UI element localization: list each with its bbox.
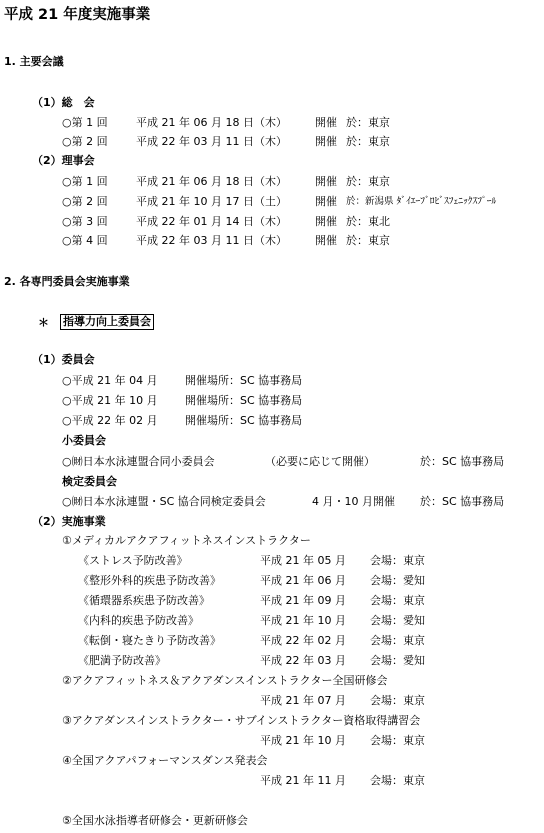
project-date: 平成 21 年 11 月 — [260, 774, 346, 787]
committee-date: ○平成 21 年 04 月 — [62, 374, 158, 387]
course-date: 平成 21 年 06 月 — [260, 574, 346, 587]
course-venue: 会場：東京 — [370, 634, 425, 647]
subcommittee-name: ○㈶日本水泳連盟合同小委員会 — [62, 455, 215, 468]
subsection-label: （2）理事会 — [32, 154, 95, 167]
committee-place: 開催場所：SC 協事務局 — [185, 394, 303, 407]
subcommittee-note: （必要に応じて開催） — [265, 455, 375, 468]
meeting-action: 開催 — [315, 195, 337, 208]
meeting-number: ○第 3 回 — [62, 215, 108, 228]
project-date: 平成 21 年 10 月 — [260, 734, 346, 747]
meeting-number: ○第 2 回 — [62, 135, 108, 148]
certification-place: 於：SC 協事務局 — [420, 495, 505, 508]
meeting-action: 開催 — [315, 135, 337, 148]
course-name: 《整形外科的疾患予防改善》 — [78, 574, 221, 587]
course-date: 平成 21 年 09 月 — [260, 594, 346, 607]
project-title: ④全国アクアパフォーマンスダンス発表会 — [62, 754, 268, 767]
subsection-label: （1）委員会 — [32, 353, 95, 366]
project-venue: 会場：東京 — [370, 774, 425, 787]
meeting-date: 平成 22 年 03 月 11 日（木） — [136, 234, 287, 247]
project-venue: 会場：東京 — [370, 694, 425, 707]
meeting-place: 於：東京 — [346, 116, 390, 129]
meeting-date: 平成 21 年 06 月 18 日（木） — [136, 116, 287, 129]
course-name: 《肥満予防改善》 — [78, 654, 166, 667]
course-date: 平成 22 年 03 月 — [260, 654, 346, 667]
meeting-place: 於：東京 — [346, 175, 390, 188]
course-date: 平成 22 年 02 月 — [260, 634, 346, 647]
meeting-place: 於：東京 — [346, 234, 390, 247]
meeting-action: 開催 — [315, 215, 337, 228]
meeting-date: 平成 21 年 10 月 17 日（土） — [136, 195, 287, 208]
project-title: ③アクアダンスインストラクター・サブインストラクター資格取得講習会 — [62, 714, 421, 727]
project-title: ⑤全国水泳指導者研修会・更新研修会 — [62, 814, 248, 827]
meeting-date: 平成 22 年 03 月 11 日（木） — [136, 135, 287, 148]
page-title: 平成 21 年度実施事業 — [4, 7, 151, 23]
section-heading: 1. 主要会議 — [4, 55, 64, 68]
subcommittee-place: 於：SC 協事務局 — [420, 455, 505, 468]
committee-place: 開催場所：SC 協事務局 — [185, 414, 303, 427]
certification-label: 検定委員会 — [62, 475, 117, 488]
course-venue: 会場：愛知 — [370, 654, 425, 667]
subsection-label: （2）実施事業 — [32, 515, 106, 528]
certification-name: ○㈶日本水泳連盟・SC 協合同検定委員会 — [62, 495, 266, 508]
project-date: 平成 21 年 07 月 — [260, 694, 346, 707]
committee-date: ○平成 22 年 02 月 — [62, 414, 158, 427]
meeting-date: 平成 21 年 06 月 18 日（木） — [136, 175, 287, 188]
meeting-action: 開催 — [315, 116, 337, 129]
course-venue: 会場：愛知 — [370, 574, 425, 587]
meeting-number: ○第 4 回 — [62, 234, 108, 247]
course-date: 平成 21 年 05 月 — [260, 554, 346, 567]
meeting-place: 於：東北 — [346, 215, 390, 228]
committee-place: 開催場所：SC 協事務局 — [185, 374, 303, 387]
course-venue: 会場：東京 — [370, 554, 425, 567]
course-name: 《内科的疾患予防改善》 — [78, 614, 199, 627]
course-name: 《循環器系疾患予防改善》 — [78, 594, 210, 607]
bullet-asterisk: ＊ — [38, 316, 49, 329]
meeting-action: 開催 — [315, 175, 337, 188]
meeting-date: 平成 22 年 01 月 14 日（木） — [136, 215, 287, 228]
course-venue: 会場：愛知 — [370, 614, 425, 627]
meeting-place: 於：東京 — [346, 135, 390, 148]
course-date: 平成 21 年 10 月 — [260, 614, 346, 627]
project-title: ②アクアフィットネス＆アクアダンスインストラクター全国研修会 — [62, 674, 388, 687]
project-venue: 会場：東京 — [370, 734, 425, 747]
course-name: 《ストレス予防改善》 — [78, 554, 188, 567]
section-heading: 2. 各専門委員会実施事業 — [4, 275, 130, 288]
meeting-number: ○第 2 回 — [62, 195, 108, 208]
meeting-place: 於：新潟県 ﾀﾞｲｴｰﾌﾞﾛﾋﾞｽﾌｪﾆｯｸｽﾌﾟｰﾙ — [346, 196, 497, 207]
project-title: ①メディカルアクアフィットネスインストラクター — [62, 534, 311, 547]
subcommittee-label: 小委員会 — [62, 434, 106, 447]
meeting-number: ○第 1 回 — [62, 116, 108, 129]
subsection-label: （1）総 会 — [32, 96, 95, 109]
meeting-action: 開催 — [315, 234, 337, 247]
certification-note: 4 月・10 月開催 — [312, 495, 395, 508]
committee-date: ○平成 21 年 10 月 — [62, 394, 158, 407]
committee-name: 指導力向上委員会 — [60, 314, 154, 330]
course-venue: 会場：東京 — [370, 594, 425, 607]
meeting-number: ○第 1 回 — [62, 175, 108, 188]
course-name: 《転倒・寝たきり予防改善》 — [78, 634, 221, 647]
